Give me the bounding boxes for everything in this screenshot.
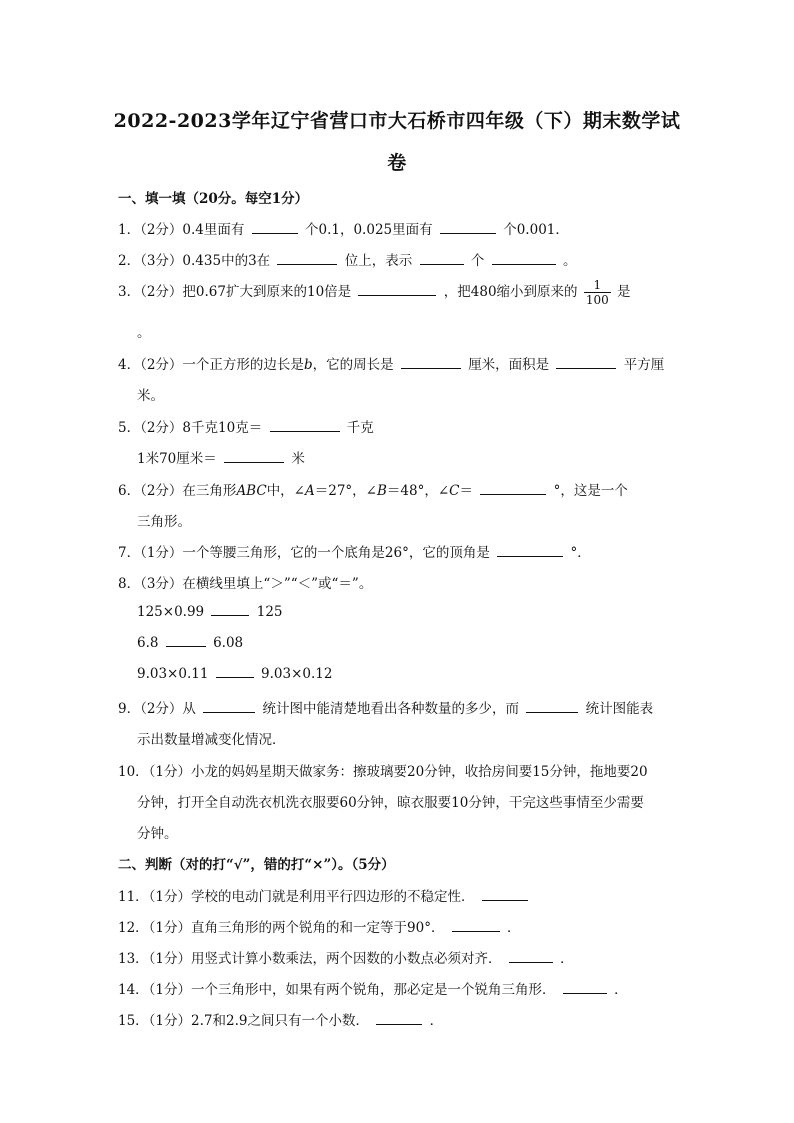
- q6-text-b: 中，∠: [266, 483, 305, 499]
- q2-text-b: 位上，表示: [344, 253, 413, 269]
- question-8: 8．（3分）在横线里填上“＞”“＜”或“＝”。: [118, 576, 373, 592]
- q11-text-a: 11．（1分）学校的电动门就是利用平行四边形的不稳定性．: [118, 889, 475, 905]
- q8-row2-right: 6.08: [213, 635, 244, 651]
- q6-text-d: ＝48°，∠: [386, 483, 450, 499]
- q3-fraction-numerator: 1: [584, 278, 611, 293]
- q9-text-c: 统计图能表: [585, 701, 654, 717]
- section-heading-judge: 二、判断（对的打“√”，错的打“×”）。（5分）: [118, 857, 395, 873]
- q5-text-a: 5．（2分）8千克10克＝: [118, 420, 263, 436]
- q3-fraction: [584, 278, 611, 307]
- q4-text-a: 4．（2分）一个正方形的边长是: [118, 357, 304, 373]
- question-3-cont: 。: [137, 325, 151, 341]
- question-14: [118, 978, 628, 998]
- q8-row3-right: 9.03×0.12: [261, 666, 333, 682]
- question-2: [118, 249, 576, 269]
- q12-text-b: ．: [507, 920, 521, 936]
- q11-blank-1[interactable]: [482, 888, 528, 901]
- q6-triangle-name: ABC: [236, 483, 267, 499]
- q3-text-b: ，把480缩小到原来的: [443, 284, 578, 300]
- question-4-cont: 米。: [137, 388, 164, 404]
- q14-text-a: 14．（1分）一个三角形中，如果有两个锐角，那必定是一个锐角三角形．: [118, 982, 556, 998]
- q2-blank-1[interactable]: [277, 252, 337, 265]
- question-10-line3: 分钟。: [137, 826, 178, 842]
- question-7: [118, 541, 591, 561]
- q8-row3-left: 9.03×0.11: [137, 666, 209, 682]
- q2-text-c: 个: [470, 253, 485, 269]
- q15-blank-1[interactable]: [376, 1012, 422, 1025]
- q1-text-a: 1．（2分）0.4里面有: [118, 222, 245, 238]
- q8-blank-1[interactable]: [211, 603, 249, 616]
- q12-blank-1[interactable]: [452, 919, 500, 932]
- q6-angle-a: A: [305, 483, 315, 499]
- question-13: [118, 947, 574, 967]
- question-9-cont: 示出数量增减变化情况．: [137, 732, 286, 748]
- exam-title-line2: 卷: [387, 152, 407, 174]
- q14-blank-1[interactable]: [563, 981, 607, 994]
- q5-text-d: 米: [291, 451, 305, 467]
- question-4: [118, 353, 664, 373]
- section-heading-fill: 一、填一填（20分。每空1分）: [118, 191, 309, 207]
- question-5: [118, 416, 374, 436]
- question-3: [118, 278, 631, 307]
- q9-blank-1[interactable]: [203, 700, 255, 713]
- q3-text-a: 3．（2分）把0.67扩大到原来的10倍是: [118, 284, 352, 300]
- q8-blank-3[interactable]: [216, 665, 254, 678]
- q1-text-c: 个0.001．: [503, 222, 569, 238]
- q4-variable: b: [303, 357, 313, 373]
- q6-angle-b: B: [377, 483, 387, 499]
- q9-text-b: 统计图中能清楚地看出各种数量的多少，而: [262, 701, 520, 717]
- question-8-row2: [137, 634, 243, 651]
- question-10-line2: 分钟，打开全自动洗衣机洗衣服要60分钟，晾衣服要10分钟，干完这些事情至少需要: [137, 795, 644, 811]
- q4-blank-1[interactable]: [401, 356, 461, 369]
- q4-blank-2[interactable]: [556, 356, 616, 369]
- q6-blank-1[interactable]: [480, 482, 546, 495]
- q13-blank-1[interactable]: [509, 950, 553, 963]
- q13-text-a: 13．（1分）用竖式计算小数乘法，两个因数的小数点必须对齐．: [118, 951, 502, 967]
- question-15: [118, 1009, 443, 1029]
- q7-blank-1[interactable]: [497, 544, 563, 557]
- q8-blank-2[interactable]: [166, 634, 206, 647]
- q3-text-c: 是: [617, 284, 631, 300]
- q6-text-c: ＝27°，∠: [314, 483, 377, 499]
- q6-text-a: 6．（2分）在三角形: [118, 483, 237, 499]
- q8-row1-left: 125×0.99: [137, 604, 205, 620]
- q8-row1-right: 125: [256, 604, 283, 620]
- q3-blank-1[interactable]: [358, 283, 436, 296]
- q9-text-a: 9．（2分）从: [118, 701, 196, 717]
- q5-text-c: 1米70厘米＝: [137, 451, 217, 467]
- question-10: 10．（1分）小龙的妈妈星期天做家务：擦玻璃要20分钟，收拾房间要15分钟，拖地要20: [118, 764, 648, 780]
- q7-text-a: 7．（1分）一个等腰三角形，它的一个底角是26°，它的顶角是: [118, 545, 490, 561]
- q6-text-f: °，这是一个: [553, 483, 628, 499]
- exam-title-line1: 2022-2023学年辽宁省营口市大石桥市四年级（下）期末数学试: [113, 110, 681, 132]
- q1-blank-1[interactable]: [252, 221, 298, 234]
- q2-blank-3[interactable]: [492, 252, 556, 265]
- q2-blank-2[interactable]: [420, 252, 464, 265]
- q15-text-a: 15．（1分）2.7和2.9之间只有一个小数．: [118, 1013, 369, 1029]
- q12-text-a: 12．（1分）直角三角形的两个锐角的和一定等于90°．: [118, 920, 445, 936]
- q4-text-d: 平方厘: [623, 357, 665, 373]
- q14-text-b: ．: [614, 982, 628, 998]
- q6-text-e: ＝: [459, 483, 474, 499]
- question-12: [118, 916, 521, 936]
- q4-text-c: 厘米，面积是: [468, 357, 550, 373]
- q3-fraction-denominator: 100: [585, 293, 609, 307]
- q1-text-b: 个0.1，0.025里面有: [305, 222, 433, 238]
- question-8-row3: [137, 665, 332, 682]
- q5-blank-1[interactable]: [270, 419, 340, 432]
- q2-text-a: 2．（3分）0.435中的3在: [118, 253, 271, 269]
- q9-blank-2[interactable]: [526, 700, 578, 713]
- question-6: [118, 479, 628, 499]
- question-1: [118, 218, 569, 238]
- q6-angle-c: C: [449, 483, 460, 499]
- q8-row2-left: 6.8: [137, 635, 159, 651]
- q5-blank-2[interactable]: [224, 450, 284, 463]
- q4-text-b: ，它的周长是: [312, 357, 394, 373]
- q13-text-b: ．: [560, 951, 574, 967]
- question-5-line2: [137, 447, 305, 467]
- question-8-row1: [137, 603, 283, 620]
- question-6-cont: 三角形。: [137, 514, 191, 530]
- question-11: [118, 885, 531, 905]
- q5-text-b: 千克: [346, 420, 374, 436]
- question-9: [118, 697, 653, 717]
- q15-text-b: ．: [429, 1013, 444, 1029]
- q2-text-d: 。: [562, 253, 577, 269]
- q7-text-b: °．: [570, 545, 591, 561]
- q1-blank-2[interactable]: [440, 221, 496, 234]
